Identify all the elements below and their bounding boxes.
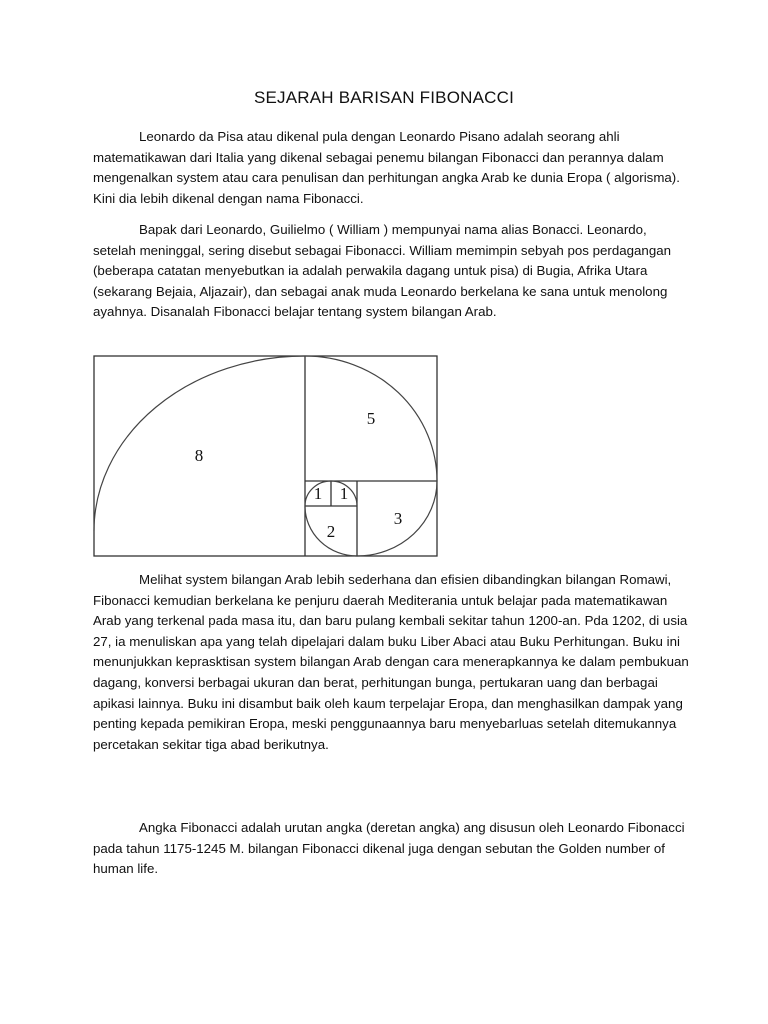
label-2: 2 — [326, 522, 336, 541]
paragraph-4 — [93, 818, 693, 880]
label-8: 8 — [194, 446, 204, 465]
paragraph-4-text: Angka Fibonacci adalah urutan angka (deretan angka) ang disusun oleh Leonardo Fibonacci pada tahun 1175-1245 M. bilangan Fibonacci dikenal juga dengan sebutan the Golden number of human life. — [93, 820, 685, 877]
paragraph-3-text: Melihat system bilangan Arab lebih sederhana dan efisien dibandingkan bilangan Romawi, Fibonacci kemudian berkelana ke penjuru daerah Mediterania untuk belajar pada matematikawan Arab yang terkenal pada masa itu, dan baru pulang kembali sekitar tahun 1200-an. Pda 1202, di usia 27, ia menuliskan apa yang telah dipelajari dalam buku Liber Abaci atau Buku Perhitungan. Buku ini menunjukkan keprasktisan system bilangan Arab dengan cara menerapkannya ke dalam pembukuan dagang, konversi berbagai ukuran dan berat, perhitungan bunga, pertukaran uang dan berbagai apikasi lainnya. Buku ini disambut baik oleh kaum terpelajar Eropa, dan menghasilkan dampak yang penting kepada pemikiran Eropa, meski penggunaannya baru menyebarluas setelah ditemukannya percetakan sekitar tiga abad berikutnya. — [93, 572, 689, 752]
outer-rectangle — [94, 356, 437, 556]
label-3: 3 — [393, 509, 403, 528]
paragraph-1 — [93, 127, 693, 209]
label-5: 5 — [366, 409, 376, 428]
fibonacci-spiral-svg — [93, 355, 438, 557]
paragraph-1-text: Leonardo da Pisa atau dikenal pula dengan Leonardo Pisano adalah seorang ahli matematikawan dari Italia yang dikenal sebagai penemu bilangan Fibonacci dan perannya dalam mengenalkan system atau cara penulisan dan perhitungan angka Arab ke dunia Eropa ( algorisma). Kini dia lebih dikenal dengan nama Fibonacci. — [93, 129, 680, 206]
paragraph-3 — [93, 570, 693, 755]
golden-spiral-curve — [94, 356, 437, 556]
paragraph-2 — [93, 220, 693, 323]
fibonacci-squares — [94, 356, 437, 556]
page-title: SEJARAH BARISAN FIBONACCI — [253, 88, 515, 107]
label-1-left: 1 — [313, 484, 323, 503]
label-1-right: 1 — [339, 484, 349, 503]
fibonacci-spiral-figure — [93, 355, 438, 557]
paragraph-2-text: Bapak dari Leonardo, Guilielmo ( William ) mempunyai nama alias Bonacci. Leonardo, setelah meninggal, sering disebut sebagai Fibonacci. William memimpin sebyah pos perdagangan (beberapa catatan menyebutkan ia adalah perwakila dagang untuk pisa) di Bugia, Afrika Utara (sekarang Bejaia, Aljazair), dan sebagai anak muda Leonardo berkelana ke sana untuk menolong ayahnya. Disanalah Fibonacci belajar tentang system bilangan Arab. — [93, 222, 671, 320]
